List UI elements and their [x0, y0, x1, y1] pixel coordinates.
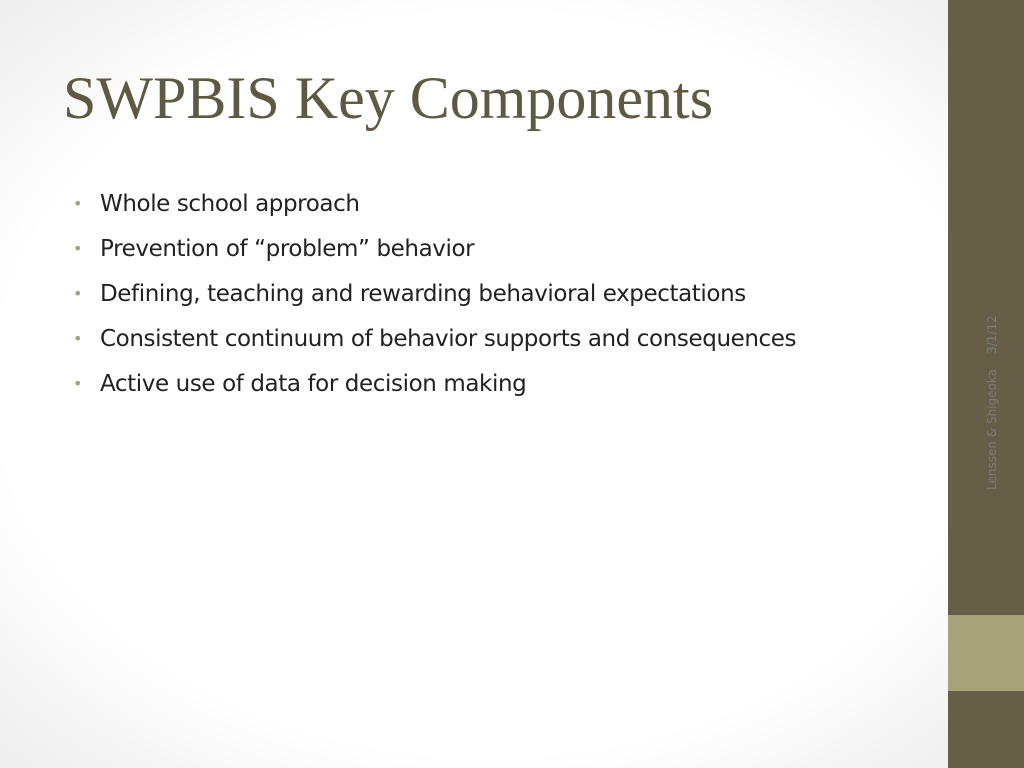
bullet-text: Prevention of “problem” behavior [100, 236, 475, 262]
footer-date: 3/1/12 [985, 315, 999, 354]
bullet-icon: • [73, 374, 83, 393]
bullet-text: Whole school approach [100, 191, 360, 217]
slide-footer [985, 315, 999, 490]
footer-author: Lenssen & Shigeoka [985, 369, 999, 490]
bullet-icon: • [73, 194, 83, 213]
bullet-icon: • [73, 329, 83, 348]
slide-title: SWPBIS Key Components [63, 65, 714, 131]
bullet-text: Consistent continuum of behavior supports and consequences [100, 326, 797, 352]
bullet-text: Defining, teaching and rewarding behavioral expectations [100, 281, 746, 307]
bullet-text: Active use of data for decision making [100, 371, 527, 397]
side-accent-block [948, 615, 1024, 691]
bullet-icon: • [73, 239, 83, 258]
bullet-icon: • [73, 284, 83, 303]
